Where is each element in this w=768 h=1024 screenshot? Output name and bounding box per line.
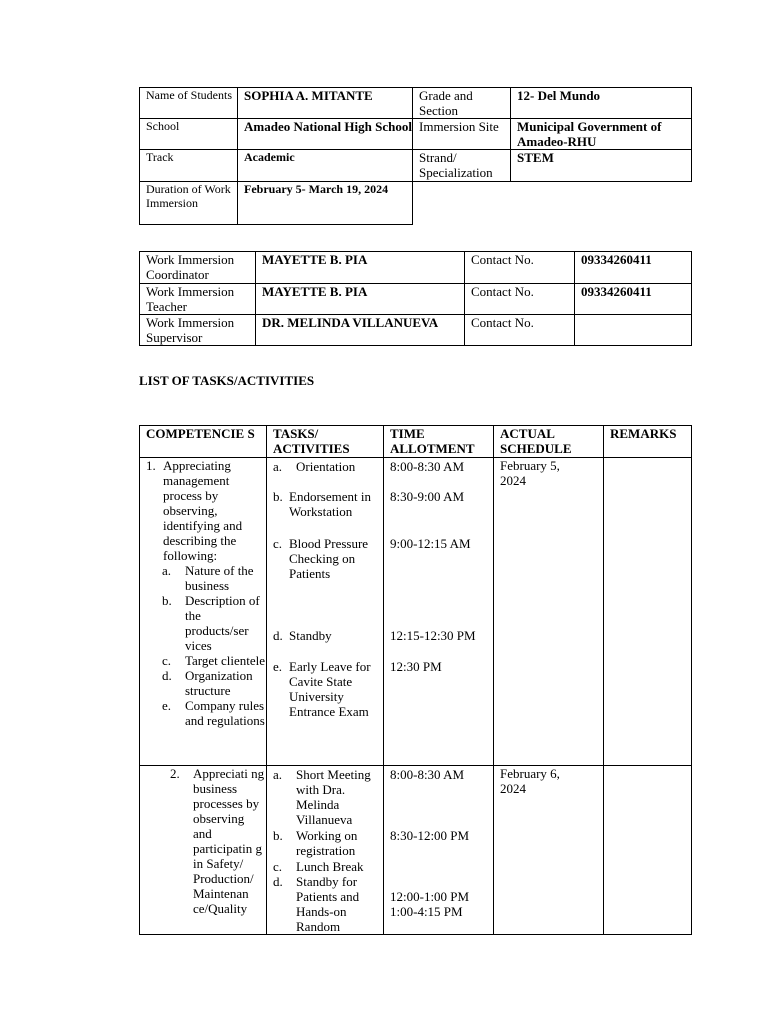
header-time: TIME ALLOTMENT bbox=[384, 426, 494, 458]
contacts-table bbox=[139, 251, 692, 346]
contact-role: Work Immersion Teacher bbox=[140, 284, 256, 315]
student-info-table bbox=[139, 87, 692, 225]
contact-role: Work Immersion Coordinator bbox=[140, 252, 256, 284]
time-cell bbox=[384, 458, 494, 766]
task-item: b. Working on registration bbox=[273, 828, 358, 858]
contact-name: DR. MELINDA VILLANUEVA bbox=[256, 315, 465, 346]
time-entry: 12:15-12:30 PM bbox=[390, 628, 476, 643]
grade-label: Grade and Section bbox=[413, 88, 511, 119]
competency-subitem: e. Company rules and regulations bbox=[162, 698, 265, 728]
time-entry: 8:30-9:00 AM bbox=[390, 489, 465, 504]
remarks-cell bbox=[604, 766, 692, 935]
track-label: Track bbox=[140, 150, 238, 182]
tasks-header-row bbox=[140, 426, 692, 458]
contact-label: Contact No. bbox=[465, 284, 575, 315]
header-schedule: ACTUAL SCHEDULE bbox=[494, 426, 604, 458]
tasks-title: LIST OF TASKS/ACTIVITIES bbox=[139, 373, 315, 388]
time-entry: 9:00-12:15 AM bbox=[390, 536, 471, 551]
track-value: Academic bbox=[238, 150, 413, 182]
tasks-table bbox=[139, 425, 692, 935]
competency-item bbox=[170, 766, 266, 916]
competency-number: 2. bbox=[170, 766, 180, 781]
competency-subitem: c. Target clientele bbox=[162, 653, 266, 668]
contact-role: Work Immersion Supervisor bbox=[140, 315, 256, 346]
time-entry: 8:30-12:00 PM bbox=[390, 828, 470, 843]
name-value: SOPHIA A. MITANTE bbox=[238, 88, 413, 119]
task-item: a. Orientation bbox=[273, 459, 356, 474]
contact-row bbox=[140, 252, 692, 284]
competency-text: Appreciating management process by observing, identifying and describing the following: bbox=[163, 458, 243, 563]
competency-number: 1. bbox=[146, 458, 156, 473]
task-item: e. Early Leave for Cavite State University Entrance Exam bbox=[273, 659, 371, 719]
contact-name: MAYETTE B. PIA bbox=[256, 252, 465, 284]
contact-row bbox=[140, 284, 692, 315]
competency-cell bbox=[140, 458, 267, 766]
tasks-cell bbox=[267, 766, 384, 935]
competency-cell bbox=[140, 766, 267, 935]
header-tasks: TASKS/ ACTIVITIES bbox=[267, 426, 384, 458]
time-entry: 8:00-8:30 AM bbox=[390, 767, 465, 782]
school-label: School bbox=[140, 119, 238, 150]
grade-value: 12- Del Mundo bbox=[511, 88, 692, 119]
table-row bbox=[140, 766, 692, 935]
task-item: c. Blood Pressure Checking on Patients bbox=[273, 536, 369, 581]
contact-label: Contact No. bbox=[465, 315, 575, 346]
table-row bbox=[140, 458, 692, 766]
school-value: Amadeo National High School bbox=[238, 119, 413, 150]
header-competencies: COMPETENCIE S bbox=[140, 426, 267, 458]
schedule-cell: February 5, 2024 bbox=[494, 458, 604, 766]
task-item: b. Endorsement in Workstation bbox=[273, 489, 371, 519]
remarks-cell bbox=[604, 458, 692, 766]
competency-text: Appreciati ng business processes by observing and participatin g in Safety/ Production/ Maintenan ce/Quality bbox=[193, 766, 265, 916]
strand-value: STEM bbox=[511, 150, 692, 182]
tasks-cell bbox=[267, 458, 384, 766]
name-label: Name of Students bbox=[140, 88, 238, 119]
competency-subitem: b. Description of the products/ser vices bbox=[162, 593, 260, 653]
duration-label: Duration of Work Immersion bbox=[140, 182, 238, 225]
time-entry: 1:00-4:15 PM bbox=[390, 904, 463, 919]
competency-item bbox=[146, 458, 266, 563]
task-item: d. Standby for Patients and Hands-on Random bbox=[273, 874, 360, 934]
strand-label: Strand/ Specialization bbox=[413, 150, 511, 182]
time-entry: 8:00-8:30 AM bbox=[390, 459, 465, 474]
header-remarks: REMARKS bbox=[604, 426, 692, 458]
task-item: d. Standby bbox=[273, 628, 332, 643]
contact-name: MAYETTE B. PIA bbox=[256, 284, 465, 315]
competency-subitem: a. Nature of the business bbox=[162, 563, 254, 593]
task-item: c. Lunch Break bbox=[273, 859, 364, 874]
time-entry: 12:30 PM bbox=[390, 659, 442, 674]
site-value: Municipal Government of Amadeo-RHU bbox=[511, 119, 692, 150]
time-entry: 12:00-1:00 PM bbox=[390, 889, 470, 904]
contact-label: Contact No. bbox=[465, 252, 575, 284]
task-item: a. Short Meeting with Dra. Melinda Villanueva bbox=[273, 767, 371, 827]
contact-row bbox=[140, 315, 692, 346]
time-cell bbox=[384, 766, 494, 935]
site-label: Immersion Site bbox=[413, 119, 511, 150]
contact-number bbox=[575, 315, 692, 346]
contact-number: 09334260411 bbox=[575, 252, 692, 284]
schedule-cell: February 6, 2024 bbox=[494, 766, 604, 935]
competency-subitem: d. Organization structure bbox=[162, 668, 253, 698]
duration-value: February 5- March 19, 2024 bbox=[238, 182, 413, 225]
contact-number: 09334260411 bbox=[575, 284, 692, 315]
